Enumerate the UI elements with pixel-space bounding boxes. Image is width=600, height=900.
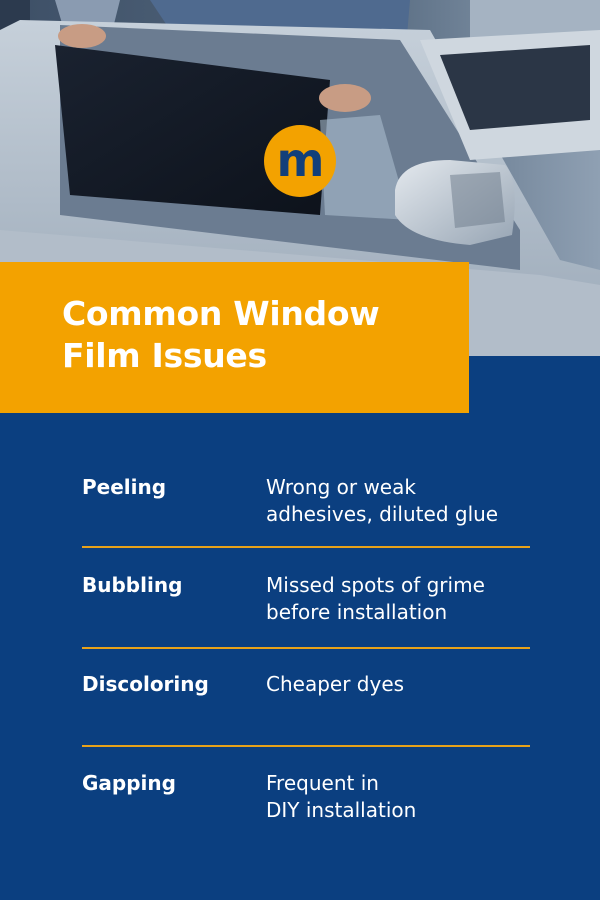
issue-label: Gapping xyxy=(82,771,176,795)
m-logo-icon xyxy=(264,125,336,197)
issue-description: Cheaper dyes xyxy=(266,672,405,696)
logo-letter: m xyxy=(276,133,324,187)
row-divider xyxy=(82,647,530,649)
page-title: Common Window Film Issues xyxy=(62,294,380,375)
issue-description: Frequent in DIY installation xyxy=(266,771,417,822)
row-divider xyxy=(82,546,530,548)
issue-description: Missed spots of grime before installation xyxy=(266,573,485,624)
issue-label: Discoloring xyxy=(82,672,209,696)
issue-description: Wrong or weak adhesives, diluted glue xyxy=(266,475,499,526)
issue-label: Bubbling xyxy=(82,573,183,597)
row-divider xyxy=(82,745,530,747)
issue-label: Peeling xyxy=(82,475,167,499)
